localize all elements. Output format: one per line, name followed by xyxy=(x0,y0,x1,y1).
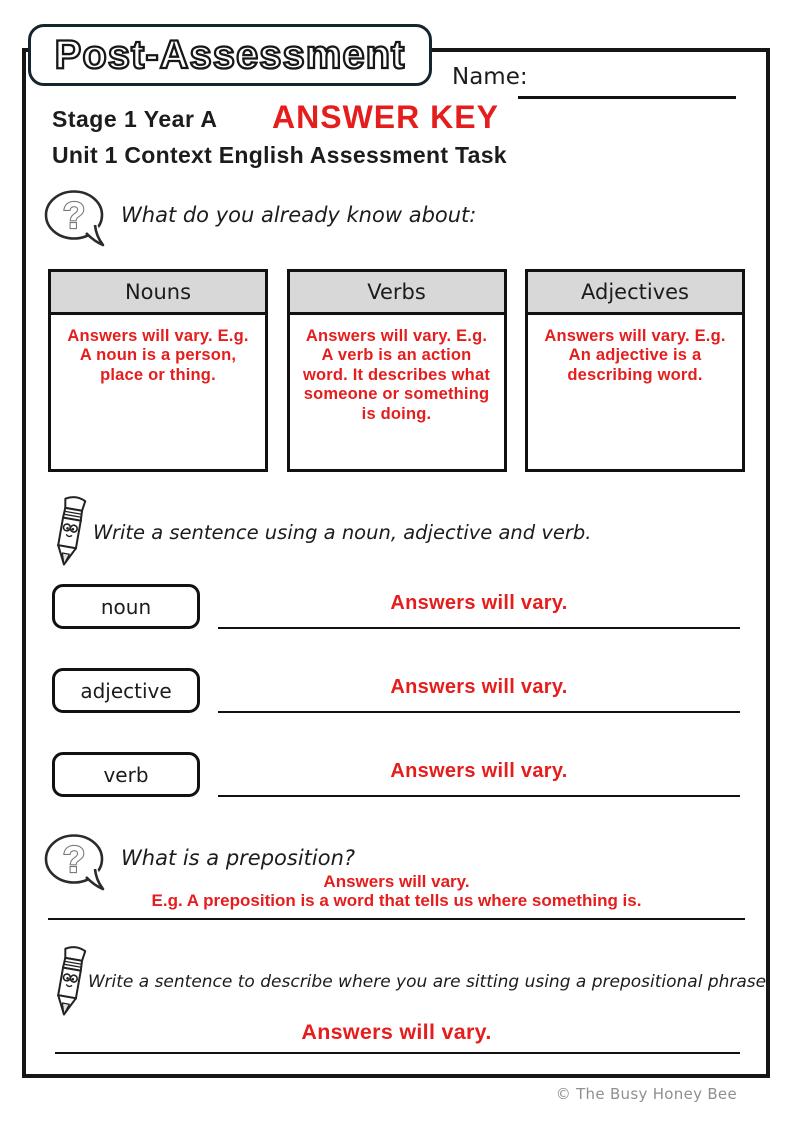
q1-prompt: What do you already know about: xyxy=(121,203,477,227)
svg-text:?: ? xyxy=(62,839,86,880)
adjective-answer-line: Answers will vary. xyxy=(218,668,740,713)
copyright-credit: © The Busy Honey Bee xyxy=(555,1085,737,1103)
nouns-box-answer: Answers will vary. E.g. A noun is a person, place or thing. xyxy=(67,327,249,384)
page-title: Post-Assessment xyxy=(54,32,406,77)
knowledge-boxes xyxy=(48,269,745,472)
name-label: Name: xyxy=(452,64,528,90)
verb-label-box: verb xyxy=(52,752,200,797)
q4-answer: Answers will vary. xyxy=(301,1020,492,1044)
adjective-row xyxy=(0,668,794,714)
unit-heading: Unit 1 Context English Assessment Task xyxy=(52,142,507,168)
verb-answer-line: Answers will vary. xyxy=(218,752,740,797)
noun-answer-line: Answers will vary. xyxy=(218,584,740,629)
adjectives-box-title: Adjectives xyxy=(528,272,742,315)
verb-row xyxy=(0,752,794,798)
pencil-icon xyxy=(45,492,95,573)
q4-write-line xyxy=(55,1022,740,1054)
answer-key-heading: ANSWER KEY xyxy=(272,99,499,135)
nouns-box xyxy=(48,269,268,472)
q3-prompt: What is a preposition? xyxy=(121,846,356,870)
question-bubble-icon xyxy=(43,189,109,252)
stage-heading: Stage 1 Year A xyxy=(52,106,218,132)
noun-label-box: noun xyxy=(52,584,200,629)
adjectives-box xyxy=(525,269,745,472)
nouns-box-title: Nouns xyxy=(51,272,265,315)
adjectives-box-answer: Answers will vary. E.g. An adjective is a describing word. xyxy=(544,327,726,384)
q3-answer-line-1: Answers will vary. xyxy=(323,872,470,891)
svg-text:?: ? xyxy=(62,195,86,236)
q3-write-line xyxy=(48,888,745,920)
verbs-box xyxy=(287,269,507,472)
q4-prompt: Write a sentence to describe where you are sitting using a prepositional phrase. xyxy=(88,972,772,992)
name-write-line xyxy=(518,70,736,99)
noun-row xyxy=(0,584,794,630)
q3-answer-line-2: E.g. A preposition is a word that tells us where something is. xyxy=(151,891,642,910)
verbs-box-answer: Answers will vary. E.g. A verb is an action word. It describes what someone or something is doing. xyxy=(302,327,491,423)
title-banner xyxy=(28,24,432,86)
q2-prompt: Write a sentence using a noun, adjective and verb. xyxy=(93,521,592,544)
adjective-label-box: adjective xyxy=(52,668,200,713)
verbs-box-title: Verbs xyxy=(290,272,504,315)
